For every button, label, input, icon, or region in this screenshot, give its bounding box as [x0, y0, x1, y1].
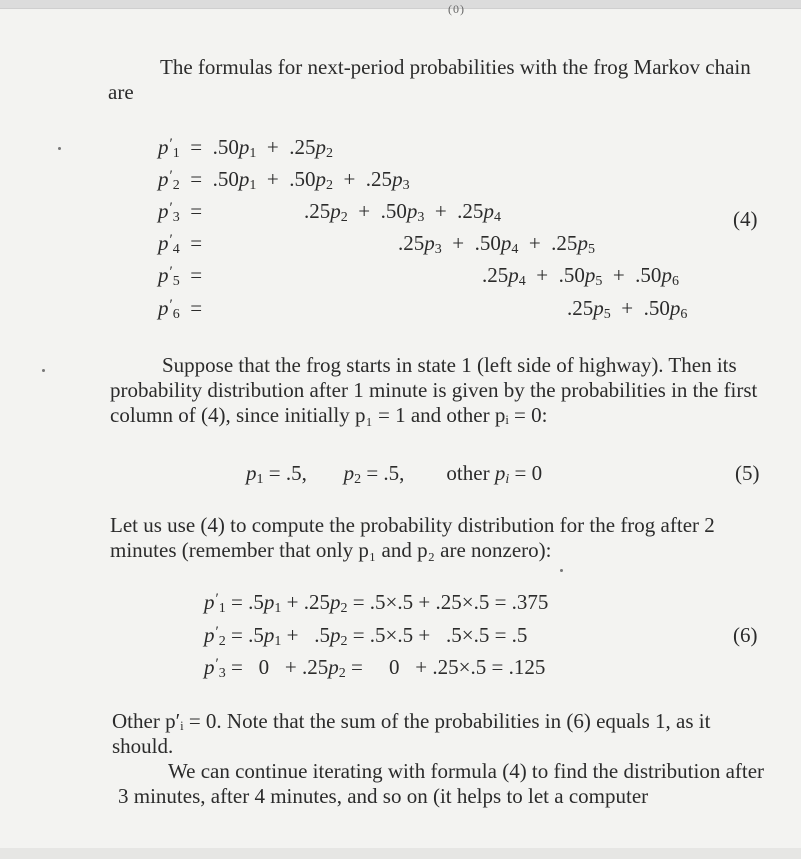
- scan-speck: [42, 369, 45, 372]
- intro-paragraph: The formulas for next-period probabilities with the frog Markov chain are: [108, 55, 751, 104]
- equation6-row-p3: $p'_3 = 0 + .25p_2$ = 0 + .25×.5 = .125: [204, 655, 546, 681]
- equation-row-p3-rhs: $.25p_2 + .50p_3 + .25p_4$: [304, 199, 501, 225]
- equation6-row-p2: $p'_2 = .5p_1 + .5p_2 = .5\times.5 + .5\times.5 = .5$: [204, 623, 528, 649]
- equation-row-p3: $p'_3$ =: [158, 199, 203, 225]
- document-page: [0, 9, 801, 859]
- paragraph-initial-state: Suppose that the frog starts in state 1 (left side of highway). Then its probability distribution after 1 minute is given by the probabilities in the first column of (4), since initially p₁ = 1 and other pᵢ = 0:: [110, 353, 758, 427]
- equation-number-4: (4): [733, 207, 758, 231]
- equation-row-p4-rhs: $.25p_3 + .50p_4 + .25p_5$: [398, 231, 595, 257]
- scan-speck: [58, 147, 61, 150]
- equation-number-6: (6): [733, 623, 758, 647]
- equation-row-p1: $p'_1 = .50p_1 + .25p_2$: [158, 135, 333, 161]
- scan-speck: [560, 569, 563, 572]
- bottom-strip: [0, 848, 801, 859]
- equation-row-p4: $p'_4$ =: [158, 231, 203, 257]
- page-header-glyph: (0): [448, 2, 465, 16]
- top-band: [0, 0, 801, 9]
- equation-number-5: (5): [735, 461, 760, 485]
- paragraph-continue-iterating: We can continue iterating with formula (4) to find the distribution after 3 minutes, after 4 minutes, and so on (it helps to let a computer: [118, 759, 765, 808]
- paragraph-two-minutes: Let us use (4) to compute the probability distribution for the frog after 2 minutes (remember that only p₁ and p₂ are nonzero):: [110, 513, 715, 562]
- equation6-row-p1: $p'_1 = .5p_1 + .25p_2 = .5\times.5 + .25\times.5 = .375$: [204, 590, 549, 616]
- equation-row-p5-rhs: $.25p_4 + .50p_5 + .50p_6$: [482, 263, 679, 289]
- equation-row-p5: $p'_5$ =: [158, 263, 203, 289]
- equation-5: $p_1 = .5$, $p_2 = .5$, other $p_i = 0$: [246, 461, 543, 487]
- equation-row-p2: $p'_2 = .50p_1 + .50p_2 + .25p_3$: [158, 167, 410, 193]
- paragraph-sum-check: Other p′ᵢ = 0. Note that the sum of the probabilities in (6) equals 1, as it should.: [112, 709, 711, 758]
- equation-row-p6: $p'_6$ =: [158, 296, 203, 322]
- equation-row-p6-rhs: $.25p_5 + .50p_6$: [567, 296, 688, 322]
